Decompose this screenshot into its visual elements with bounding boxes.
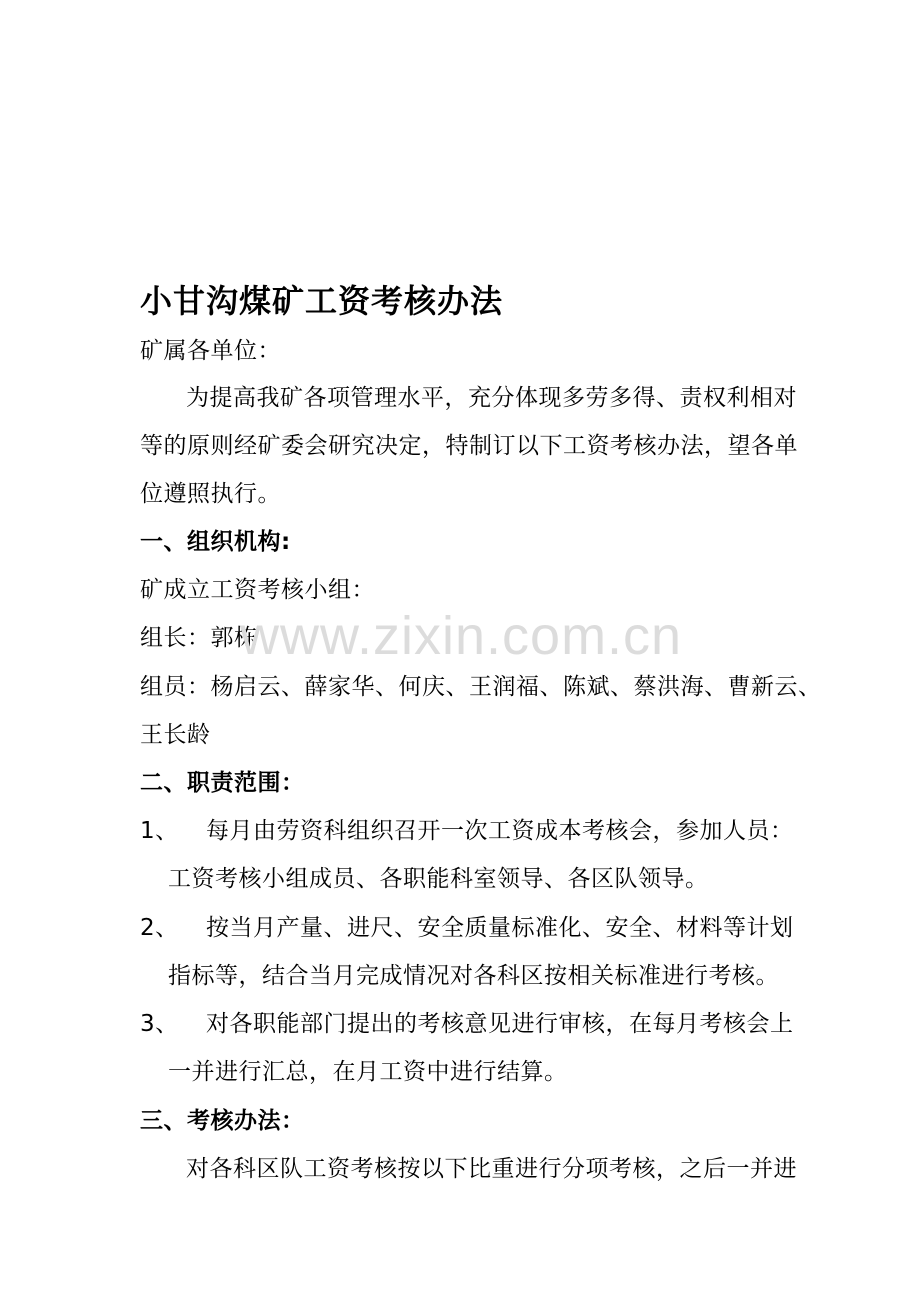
assessment-method-line-1: 对各科区队工资考核按以下比重进行分项考核，之后一并进 — [186, 1156, 797, 1182]
section-heading-responsibilities: 二、职责范围： — [140, 770, 305, 796]
list-item-2-line-2: 指标等，结合当月完成情况对各科区按相关标准进行考核。 — [168, 963, 779, 989]
section-heading-assessment-method: 三、考核办法： — [140, 1108, 305, 1134]
list-item-3-text: 对各职能部门提出的考核意见进行审核，在每月考核会上 — [206, 1011, 794, 1037]
watermark: www.zixin.com.cn — [240, 606, 683, 666]
group-members-line-2: 王长龄 — [140, 722, 211, 748]
intro-line-1: 为提高我矿各项管理水平，充分体现多劳多得、责权利相对 — [186, 385, 797, 411]
list-item-3-number: 3、 — [140, 1011, 179, 1037]
group-leader-text: 组长：郭栋 — [140, 625, 258, 651]
intro-line-3: 位遵照执行。 — [140, 481, 281, 507]
intro-line-2: 等的原则经矿委会研究决定，特制订以下工资考核办法，望各单 — [140, 433, 798, 459]
list-item-1-number: 1、 — [140, 818, 179, 844]
salutation: 矿属各单位： — [140, 338, 281, 364]
list-item-2-line-1 — [140, 913, 794, 943]
list-item-1-line-2: 工资考核小组成员、各职能科室领导、各区队领导。 — [168, 866, 709, 892]
group-members-line-1: 组员：杨启云、薛家华、何庆、王润福、陈斌、蔡洪海、曹新云、 — [140, 674, 822, 700]
section-heading-organization: 一、组织机构: — [140, 529, 291, 555]
list-item-1-line-1 — [140, 816, 794, 846]
document-title: 小甘沟煤矿工资考核办法 — [140, 282, 504, 320]
list-item-2-text: 按当月产量、进尺、安全质量标准化、安全、材料等计划 — [206, 915, 794, 941]
list-item-3-line-1 — [140, 1009, 794, 1039]
list-item-1-text: 每月由劳资科组织召开一次工资成本考核会，参加人员： — [206, 818, 794, 844]
list-item-2-number: 2、 — [140, 915, 179, 941]
group-established-text: 矿成立工资考核小组： — [140, 577, 375, 603]
list-item-3-line-2: 一并进行汇总，在月工资中进行结算。 — [168, 1059, 568, 1085]
